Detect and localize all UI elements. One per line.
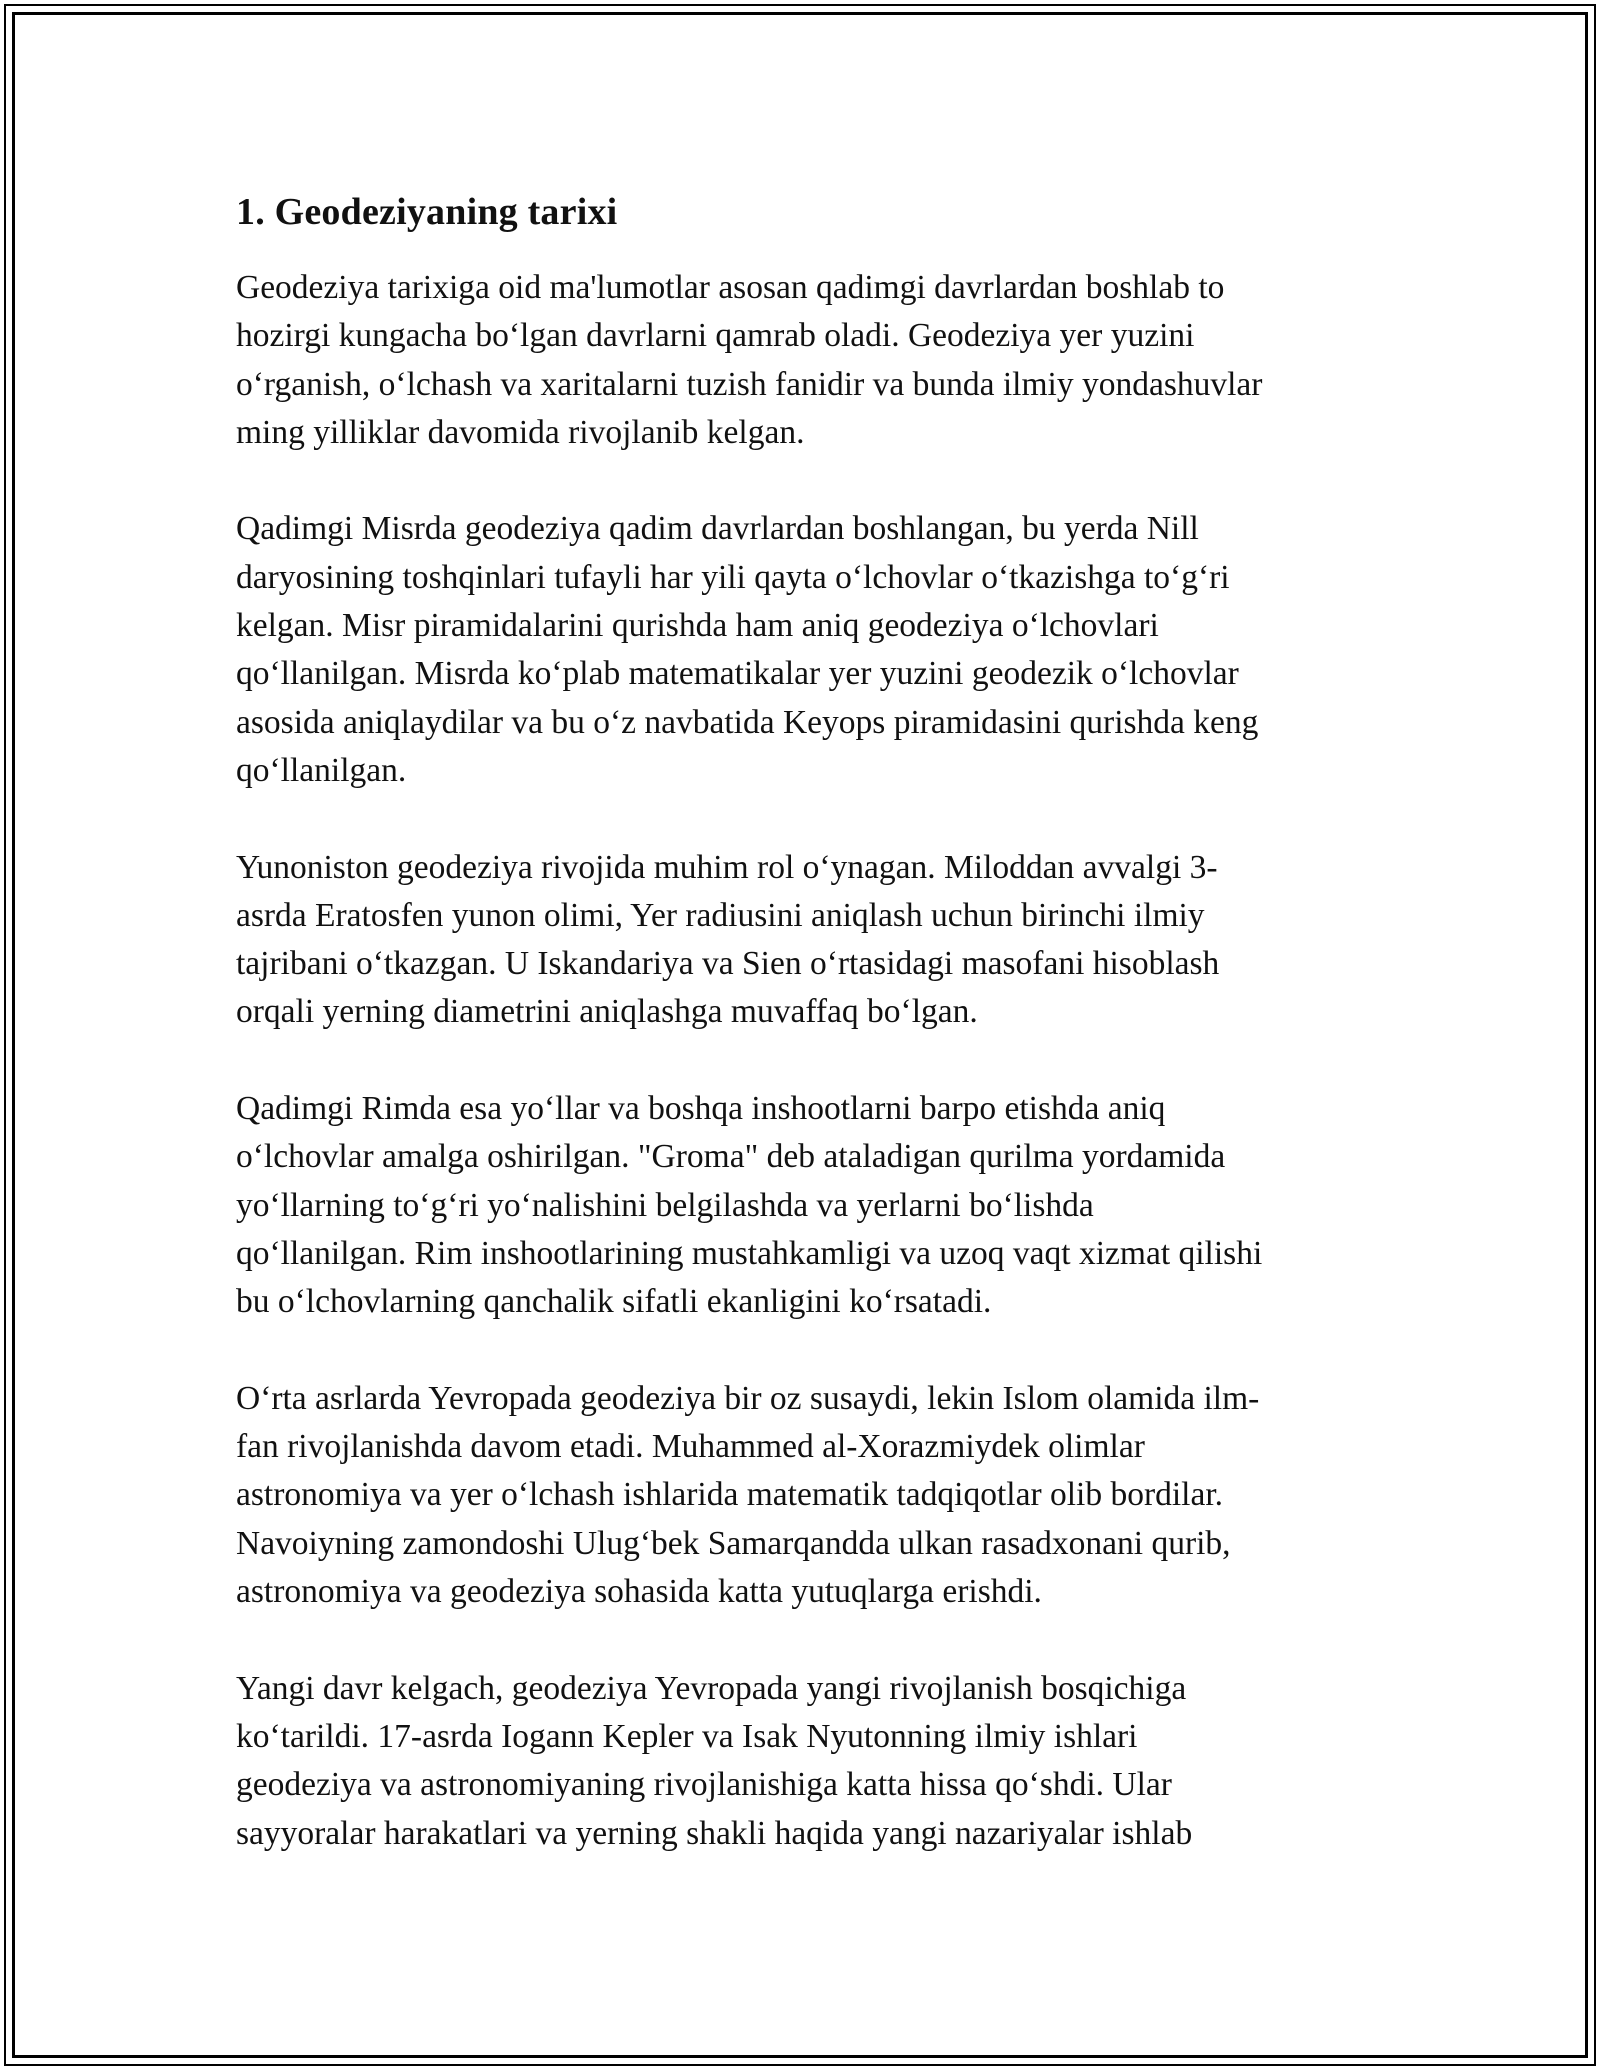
- paragraph-intro: Geodeziya tarixiga oid ma'lumotlar asosan qadimgi davrlardan boshlab to hozirgi kungacha bo‘lgan davrlarni qamrab oladi. Geodeziya yer yuzini o‘rganish, o‘lchash va xaritalarni tuzish fanidir va bunda ilmiy yondashuvlar ming yilliklar davomida rivojlanib kelgan.: [236, 269, 1263, 451]
- document-body: [236, 186, 1366, 1906]
- paragraph-egypt: Qadimgi Misrda geodeziya qadim davrlardan boshlangan, bu yerda Nill daryosining toshqinlari tufayli har yili qayta o‘lchovlar o‘tkazishga to‘g‘ri kelgan. Misr piramidalarini qurishda ham aniq geodeziya o‘lchovlari qo‘llanilgan. Misrda ko‘plab matematikalar yer yuzini geodezik o‘lchovlar asosida aniqlaydilar va bu o‘z navbatida Keyops piramidasini qurishda keng qo‘llanilgan.: [236, 510, 1259, 789]
- paragraph-middle-ages: O‘rta asrlarda Yevropada geodeziya bir oz susaydi, lekin Islom olamida ilm- fan rivojlanishda davom etadi. Muhammed al-Xorazmiydek olimlar astronomiya va yer o‘lchash ishlarida matematik tadqiqotlar olib bordilar. Navoiyning zamondoshi Ulug‘bek Samarqandda ulkan rasadxonani qurib, astronomiya va geodeziya sohasida katta yutuqlarga erishdi.: [236, 1379, 1260, 1611]
- section-title: 1. Geodeziyaning tarixi: [236, 191, 618, 233]
- paragraph-greece: Yunoniston geodeziya rivojida muhim rol o‘ynagan. Miloddan avvalgi 3- asrda Eratosfen yunon olimi, Yer radiusini aniqlash uchun birinchi ilmiy tajribani o‘tkazgan. U Iskandariya va Sien o‘rtasidagi masofani hisoblash orqali yerning diametrini aniqlashga muvaffaq bo‘lgan.: [236, 848, 1220, 1031]
- paragraph-new-era: Yangi davr kelgach, geodeziya Yevropada yangi rivojlanish bosqichiga ko‘tarildi. 17-asrda Iogann Kepler va Isak Nyutonning ilmiy ishlari geodeziya va astronomiyaning rivojlanishiga katta hissa qo‘shdi. Ular sayyoralar harakatlari va yerning shakli haqida yangi nazariyalar ishlab: [236, 1669, 1193, 1852]
- paragraph-rome: Qadimgi Rimda esa yo‘llar va boshqa inshootlarni barpo etishda aniq o‘lchovlar amalga oshirilgan. "Groma" deb ataladigan qurilma yordamida yo‘llarning to‘g‘ri yo‘nalishini belgilashda va yerlarni bo‘lishda qo‘llanilgan. Rim inshootlarining mustahkamligi va uzoq vaqt xizmat qilishi bu o‘lchovlarning qanchalik sifatli ekanligini ko‘rsatadi.: [236, 1090, 1263, 1321]
